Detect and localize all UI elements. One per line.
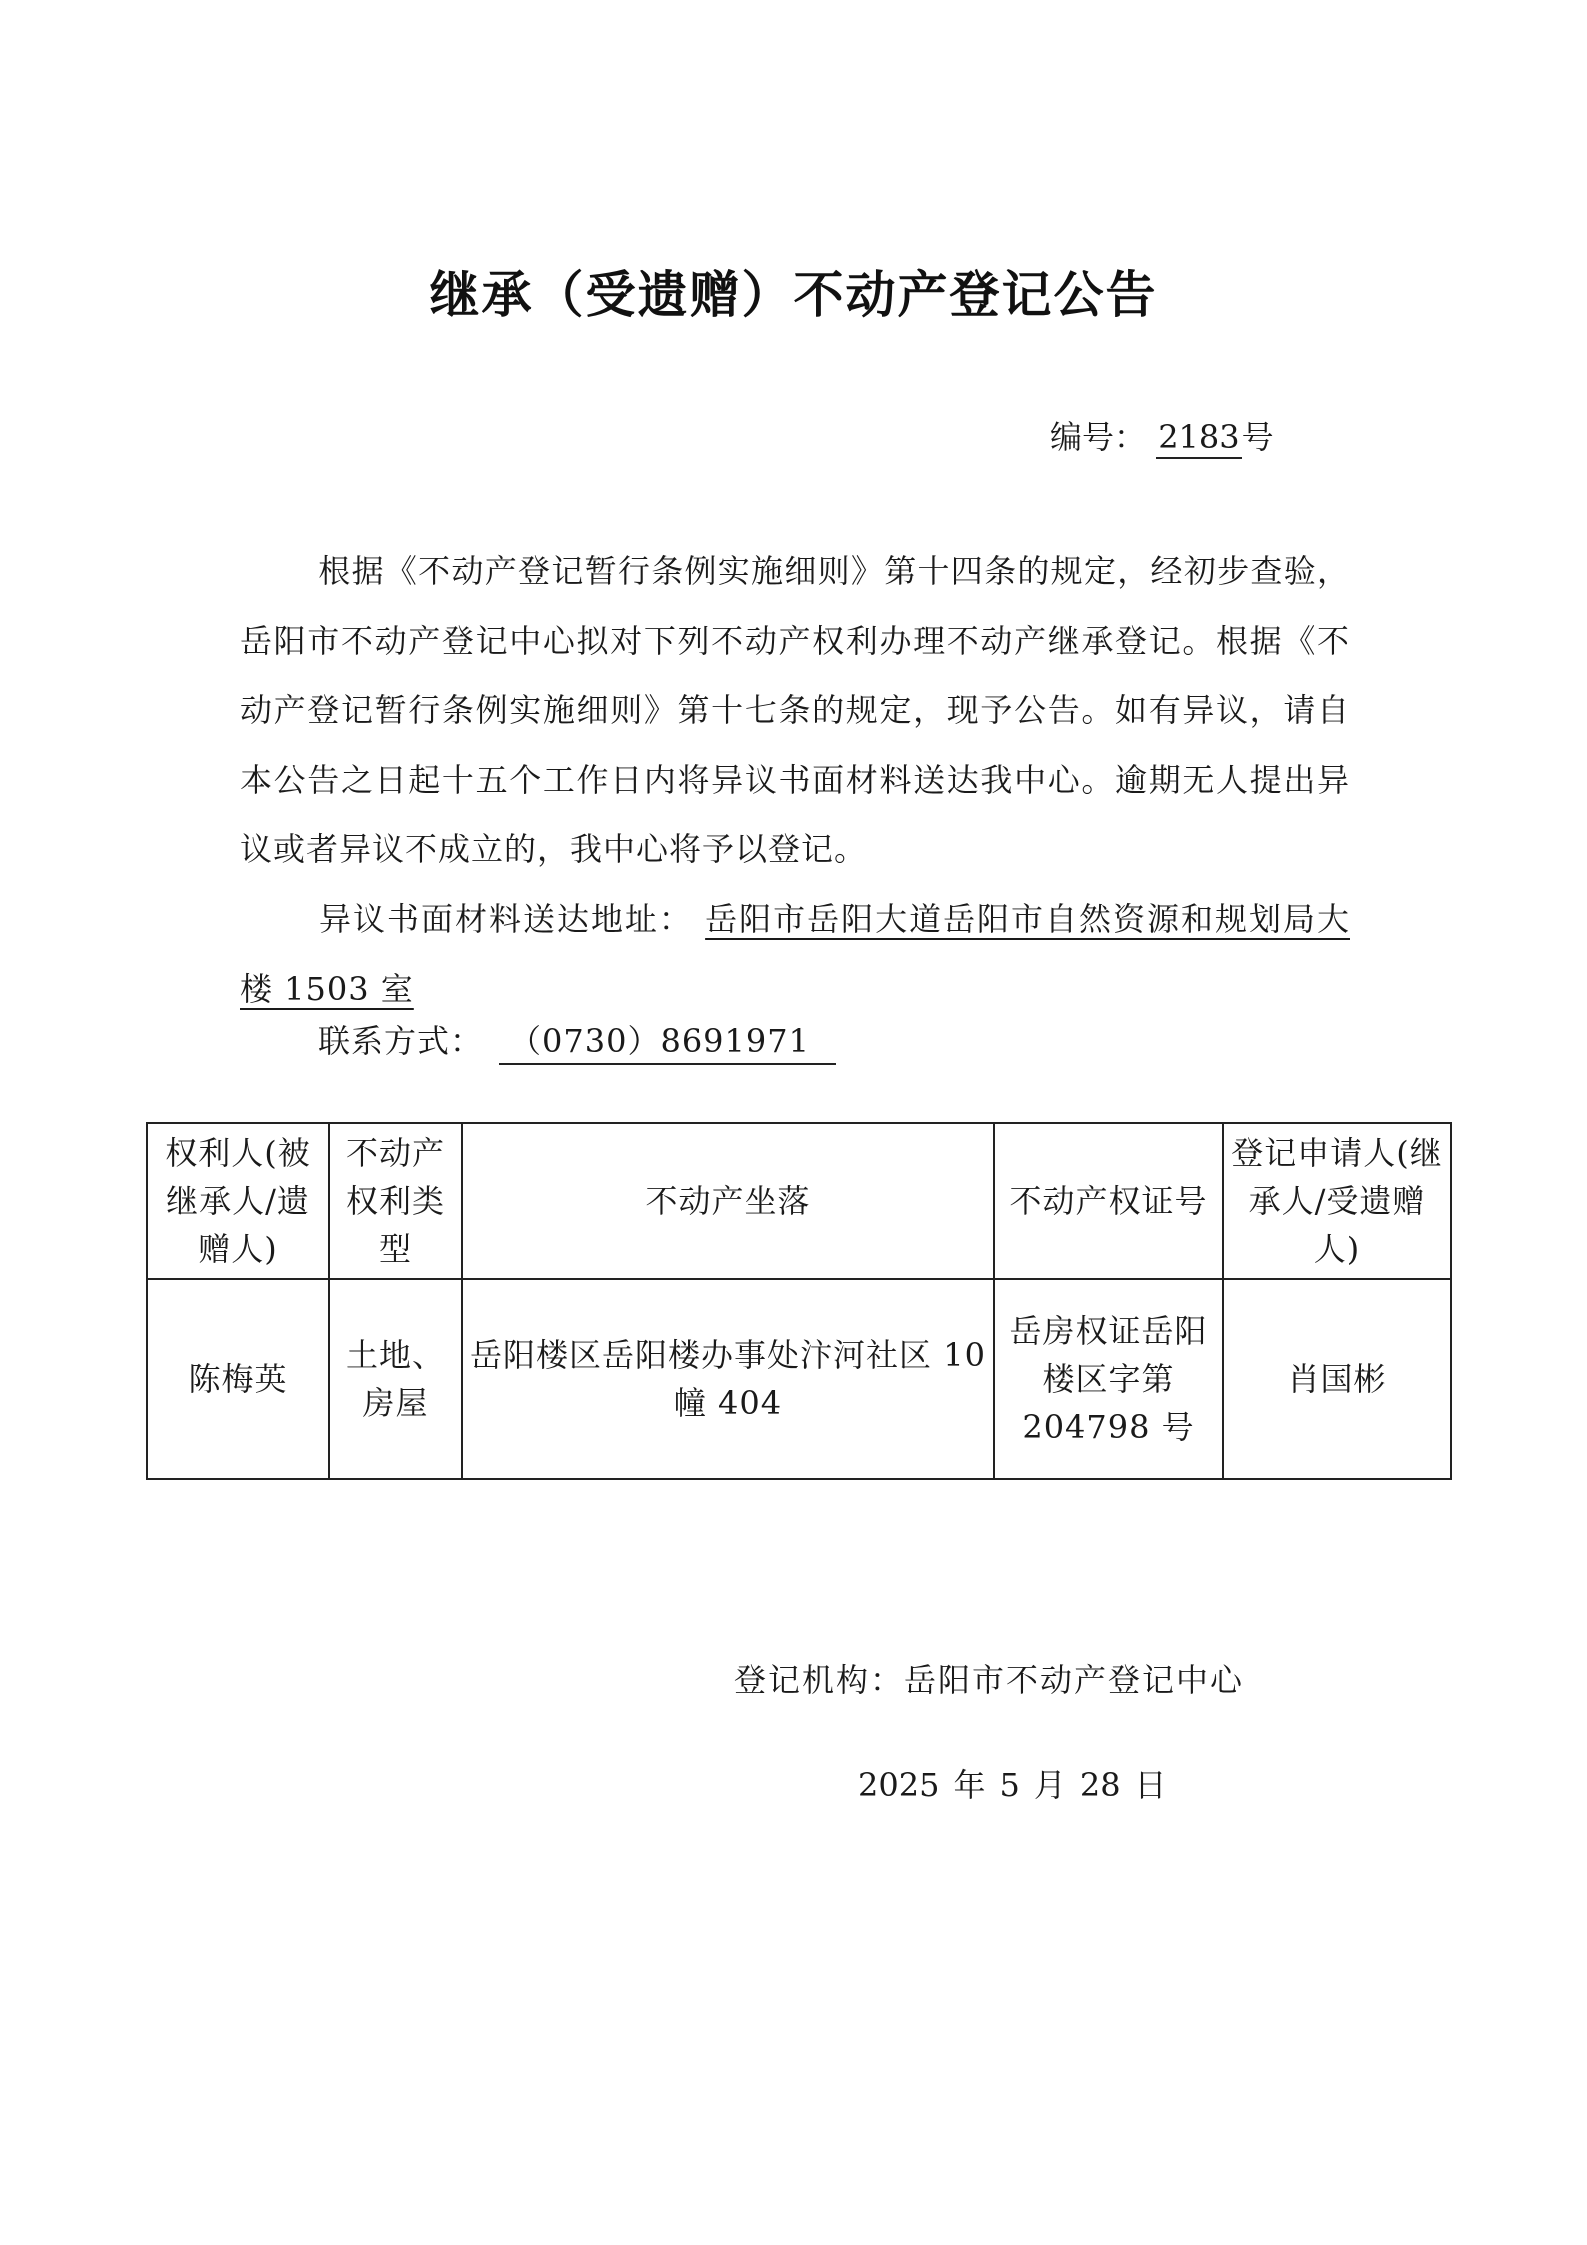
cell-certificate-number: 岳房权证岳阳楼区字第 204798 号 [994,1279,1223,1479]
date-month-unit: 月 [1033,1766,1066,1804]
header-property-location: 不动产坐落 [462,1123,994,1279]
header-right-holder: 权利人(被继承人/遗赠人) [147,1123,329,1279]
objection-address-label: 异议书面材料送达地址： [318,900,693,938]
header-certificate-number: 不动产权证号 [994,1123,1223,1279]
document-number-label: 编号： [1050,418,1147,456]
registration-authority [734,1652,1244,1708]
contact-label: 联系方式： [318,1022,484,1060]
document-number-suffix: 号 [1241,418,1274,456]
cell-right-holder: 陈梅英 [147,1279,329,1479]
date-month: 5 [999,1766,1020,1804]
cell-applicant: 肖国彬 [1223,1279,1451,1479]
objection-address [240,885,1350,1024]
table-row [147,1279,1451,1479]
contact-info [318,1010,836,1072]
announcement-date [858,1757,1181,1813]
date-year-unit: 年 [953,1766,986,1804]
table-header-row [147,1123,1451,1279]
header-right-type: 不动产权利类型 [329,1123,462,1279]
date-day: 28 [1079,1766,1121,1804]
contact-phone: （0730）8691971 [499,1019,836,1065]
authority-name: 岳阳市不动产登记中心 [904,1661,1245,1699]
cell-right-type: 土地、房屋 [329,1279,462,1479]
date-day-unit: 日 [1134,1766,1167,1804]
announcement-text: 根据《不动产登记暂行条例实施细则》第十四条的规定，经初步查验，岳阳市不动产登记中心拟对下列不动产权利办理不动产继承登记。根据《不动产登记暂行条例实施细则》第十七条的规定，现予公告。如有异议，请自本公告之日起十五个工作日内将异议书面材料送达我中心。逾期无人提出异议或者异议不成立的，我中心将予以登记。 [240,552,1350,868]
authority-label: 登记机构： [734,1661,905,1699]
announcement-body [240,537,1350,885]
document-number [1050,412,1274,462]
objection-address-value: 岳阳市岳阳大道岳阳市自然资源和规划局大楼 1503 室 [240,900,1350,1008]
document-number-value: 2183 [1156,417,1241,459]
page-title: 继承（受遗赠）不动产登记公告 [429,266,1158,324]
header-applicant: 登记申请人(继承人/受遗赠人) [1223,1123,1451,1279]
registration-table [146,1122,1452,1480]
date-year: 2025 [858,1766,940,1804]
cell-property-location: 岳阳楼区岳阳楼办事处汴河社区 10 幢 404 [462,1279,994,1479]
